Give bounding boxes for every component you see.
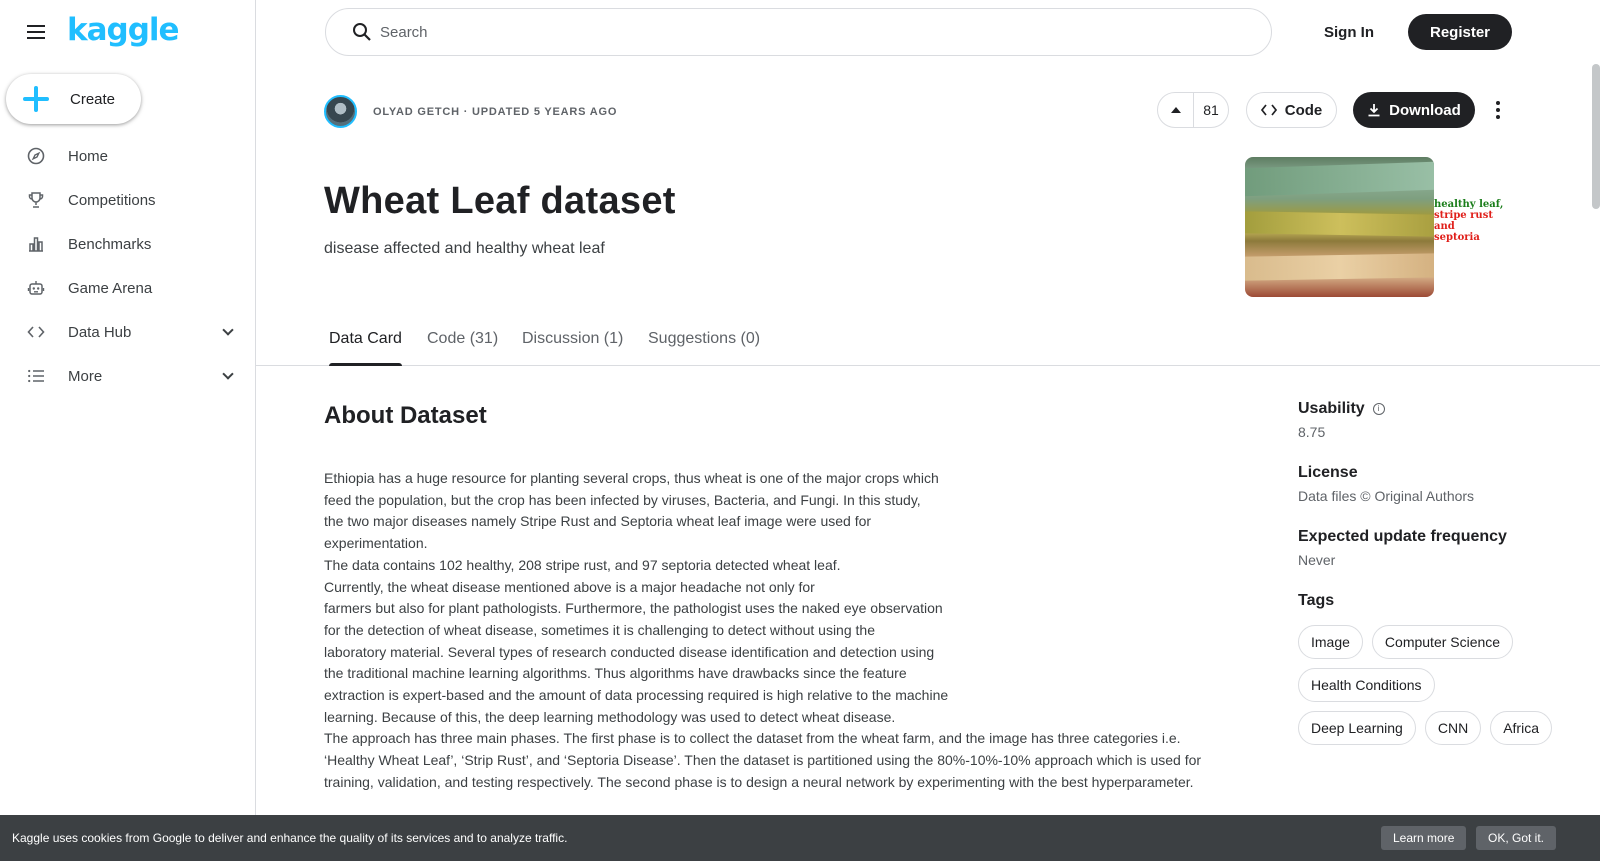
- about-line: The approach has three main phases. The first phase is to collect the dataset from the wheat farm, and the image has three categories i.e.: [324, 730, 1181, 747]
- avatar[interactable]: [324, 95, 357, 128]
- about-dataset-body: [324, 468, 1254, 794]
- sign-in-button[interactable]: Sign In: [1324, 23, 1374, 41]
- about-line: Ethiopia has a huge resource for planting several crops, thus wheat is one of the major crops which: [324, 470, 939, 486]
- dataset-cover-image: [1245, 157, 1434, 297]
- sidebar-item-benchmarks[interactable]: [0, 222, 256, 266]
- trophy-icon: [26, 190, 46, 210]
- top-bar: [256, 0, 1600, 64]
- tags-heading: Tags: [1298, 592, 1335, 609]
- tag-chip[interactable]: Health Conditions: [1298, 668, 1435, 702]
- cookie-banner: [0, 815, 1600, 861]
- register-button[interactable]: Register: [1408, 14, 1512, 50]
- compass-icon: [26, 146, 46, 166]
- about-line: laboratory material. Several types of research conducted disease identification and detection using: [324, 643, 935, 660]
- about-line: ‘Healthy Wheat Leaf’, ‘Strip Rust’, and ‘Septoria Disease’. Then the dataset is partitioned using the 80%-10%-10% approach which is used for: [324, 752, 1202, 769]
- cookie-ok-button[interactable]: OK, Got it.: [1476, 826, 1556, 850]
- tab-discussion[interactable]: Discussion (1): [522, 330, 624, 347]
- info-icon[interactable]: i: [1373, 403, 1385, 415]
- kaggle-logo[interactable]: kaggle: [67, 12, 179, 48]
- updated-text: · UPDATED 5 YEARS AGO: [459, 106, 618, 118]
- about-line: experimentation.: [324, 535, 428, 552]
- about-line: training, validation, and testing respectively. The second phase is to design a neural network by experimenting with the best hyperparameter.: [324, 773, 1194, 790]
- sidebar-item-home[interactable]: [0, 134, 256, 178]
- search-placeholder: Search: [380, 23, 428, 41]
- sidebar-item-label: More: [68, 367, 103, 385]
- tag-chip[interactable]: Computer Science: [1372, 625, 1513, 659]
- dataset-subtitle: disease affected and healthy wheat leaf: [324, 240, 605, 257]
- code-brackets-icon: [26, 322, 46, 342]
- about-line: learning. Because of this, the deep learning methodology was used to detect wheat disease.: [324, 708, 896, 725]
- tab-data-card[interactable]: Data Card: [329, 330, 402, 366]
- learn-more-button[interactable]: Learn more: [1381, 826, 1466, 850]
- sidebar-item-label: Competitions: [68, 191, 156, 209]
- tab-code[interactable]: Code (31): [427, 330, 499, 347]
- chevron-down-icon[interactable]: [222, 324, 233, 335]
- more-options-icon[interactable]: [1490, 95, 1506, 125]
- tag-chip[interactable]: Deep Learning: [1298, 711, 1416, 745]
- tab-bar: [256, 322, 1600, 366]
- sidebar-nav: [0, 134, 256, 398]
- tag-chip[interactable]: Africa: [1490, 711, 1552, 745]
- download-button[interactable]: [1353, 92, 1475, 128]
- list-icon: [26, 366, 46, 386]
- cover-caption-line: and septoria: [1434, 221, 1480, 243]
- create-label: Create: [70, 90, 116, 108]
- tag-chip[interactable]: Image: [1298, 625, 1363, 659]
- sidebar-item-more[interactable]: [0, 354, 256, 398]
- about-line: farmers but also for plant pathologists. Furthermore, the pathologist uses the naked eye observation: [324, 600, 943, 617]
- frequency-heading: Expected update frequency: [1298, 528, 1507, 545]
- chevron-down-icon[interactable]: [222, 368, 233, 379]
- dataset-title: Wheat Leaf dataset: [324, 180, 676, 222]
- download-icon: [1367, 103, 1381, 117]
- cover-caption-line: healthy leaf,: [1434, 199, 1504, 210]
- cover-caption: [1434, 199, 1504, 243]
- license-heading: License: [1298, 464, 1358, 481]
- owner-line: [373, 106, 617, 118]
- sidebar-item-data-hub[interactable]: [0, 310, 256, 354]
- about-line: the two major diseases namely Stripe Rust and Septoria wheat leaf image were used for: [324, 513, 872, 530]
- code-icon: [1261, 104, 1277, 116]
- code-button[interactable]: [1246, 92, 1337, 128]
- bar-chart-icon: [26, 234, 46, 254]
- about-line: the traditional machine learning algorithms. Thus algorithms have drawbacks since the feature: [324, 665, 907, 682]
- about-line: for the detection of wheat disease, sometimes it is challenging to detect without using the: [324, 621, 875, 638]
- frequency-value: Never: [1298, 552, 1336, 568]
- robot-icon: [26, 278, 46, 298]
- usability-heading: [1298, 400, 1558, 418]
- search-icon: [352, 22, 372, 42]
- download-button-label: Download: [1389, 101, 1461, 119]
- sidebar-item-game-arena[interactable]: [0, 266, 256, 310]
- metadata-sidebar: [1298, 400, 1558, 745]
- about-line: Currently, the wheat disease mentioned above is a major headache not only for: [324, 578, 815, 595]
- create-button[interactable]: [6, 74, 141, 124]
- caret-up-icon: [1171, 107, 1181, 113]
- usability-value: 8.75: [1298, 424, 1326, 440]
- cover-caption-line: stripe rust: [1434, 210, 1493, 221]
- about-line: The data contains 102 healthy, 208 stripe rust, and 97 septoria detected wheat leaf.: [324, 556, 841, 573]
- menu-icon[interactable]: [24, 20, 48, 44]
- tag-list: [1298, 625, 1558, 745]
- owner-name-link[interactable]: OLYAD GETCH: [373, 106, 460, 118]
- vote-count: 81: [1203, 102, 1219, 118]
- usability-label: Usability: [1298, 400, 1365, 417]
- about-dataset-heading: About Dataset: [324, 402, 487, 429]
- sidebar-item-label: Data Hub: [68, 323, 132, 341]
- upvote-button[interactable]: [1158, 93, 1194, 127]
- tag-chip[interactable]: CNN: [1425, 711, 1481, 745]
- page-scrollbar[interactable]: [1592, 64, 1600, 209]
- vote-group: [1157, 92, 1229, 128]
- main-content: [256, 64, 1600, 861]
- sidebar-item-label: Benchmarks: [68, 235, 152, 253]
- sidebar-item-competitions[interactable]: [0, 178, 256, 222]
- cookie-text: Kaggle uses cookies from Google to deliver and enhance the quality of its services and to analyze traffic.: [12, 831, 568, 845]
- sidebar: [0, 0, 256, 861]
- sidebar-item-label: Game Arena: [68, 279, 153, 297]
- tab-suggestions[interactable]: Suggestions (0): [648, 330, 761, 347]
- plus-icon: [23, 86, 49, 112]
- about-line: feed the population, but the crop has been infected by viruses, Bacteria, and Fungi. In this study,: [324, 491, 921, 508]
- about-line: extraction is expert-based and the amount of data processing required is high relative to the machine: [324, 687, 949, 704]
- search-input[interactable]: [325, 8, 1272, 56]
- code-button-label: Code: [1284, 101, 1323, 119]
- license-value: Data files © Original Authors: [1298, 488, 1475, 504]
- sidebar-item-label: Home: [68, 147, 109, 165]
